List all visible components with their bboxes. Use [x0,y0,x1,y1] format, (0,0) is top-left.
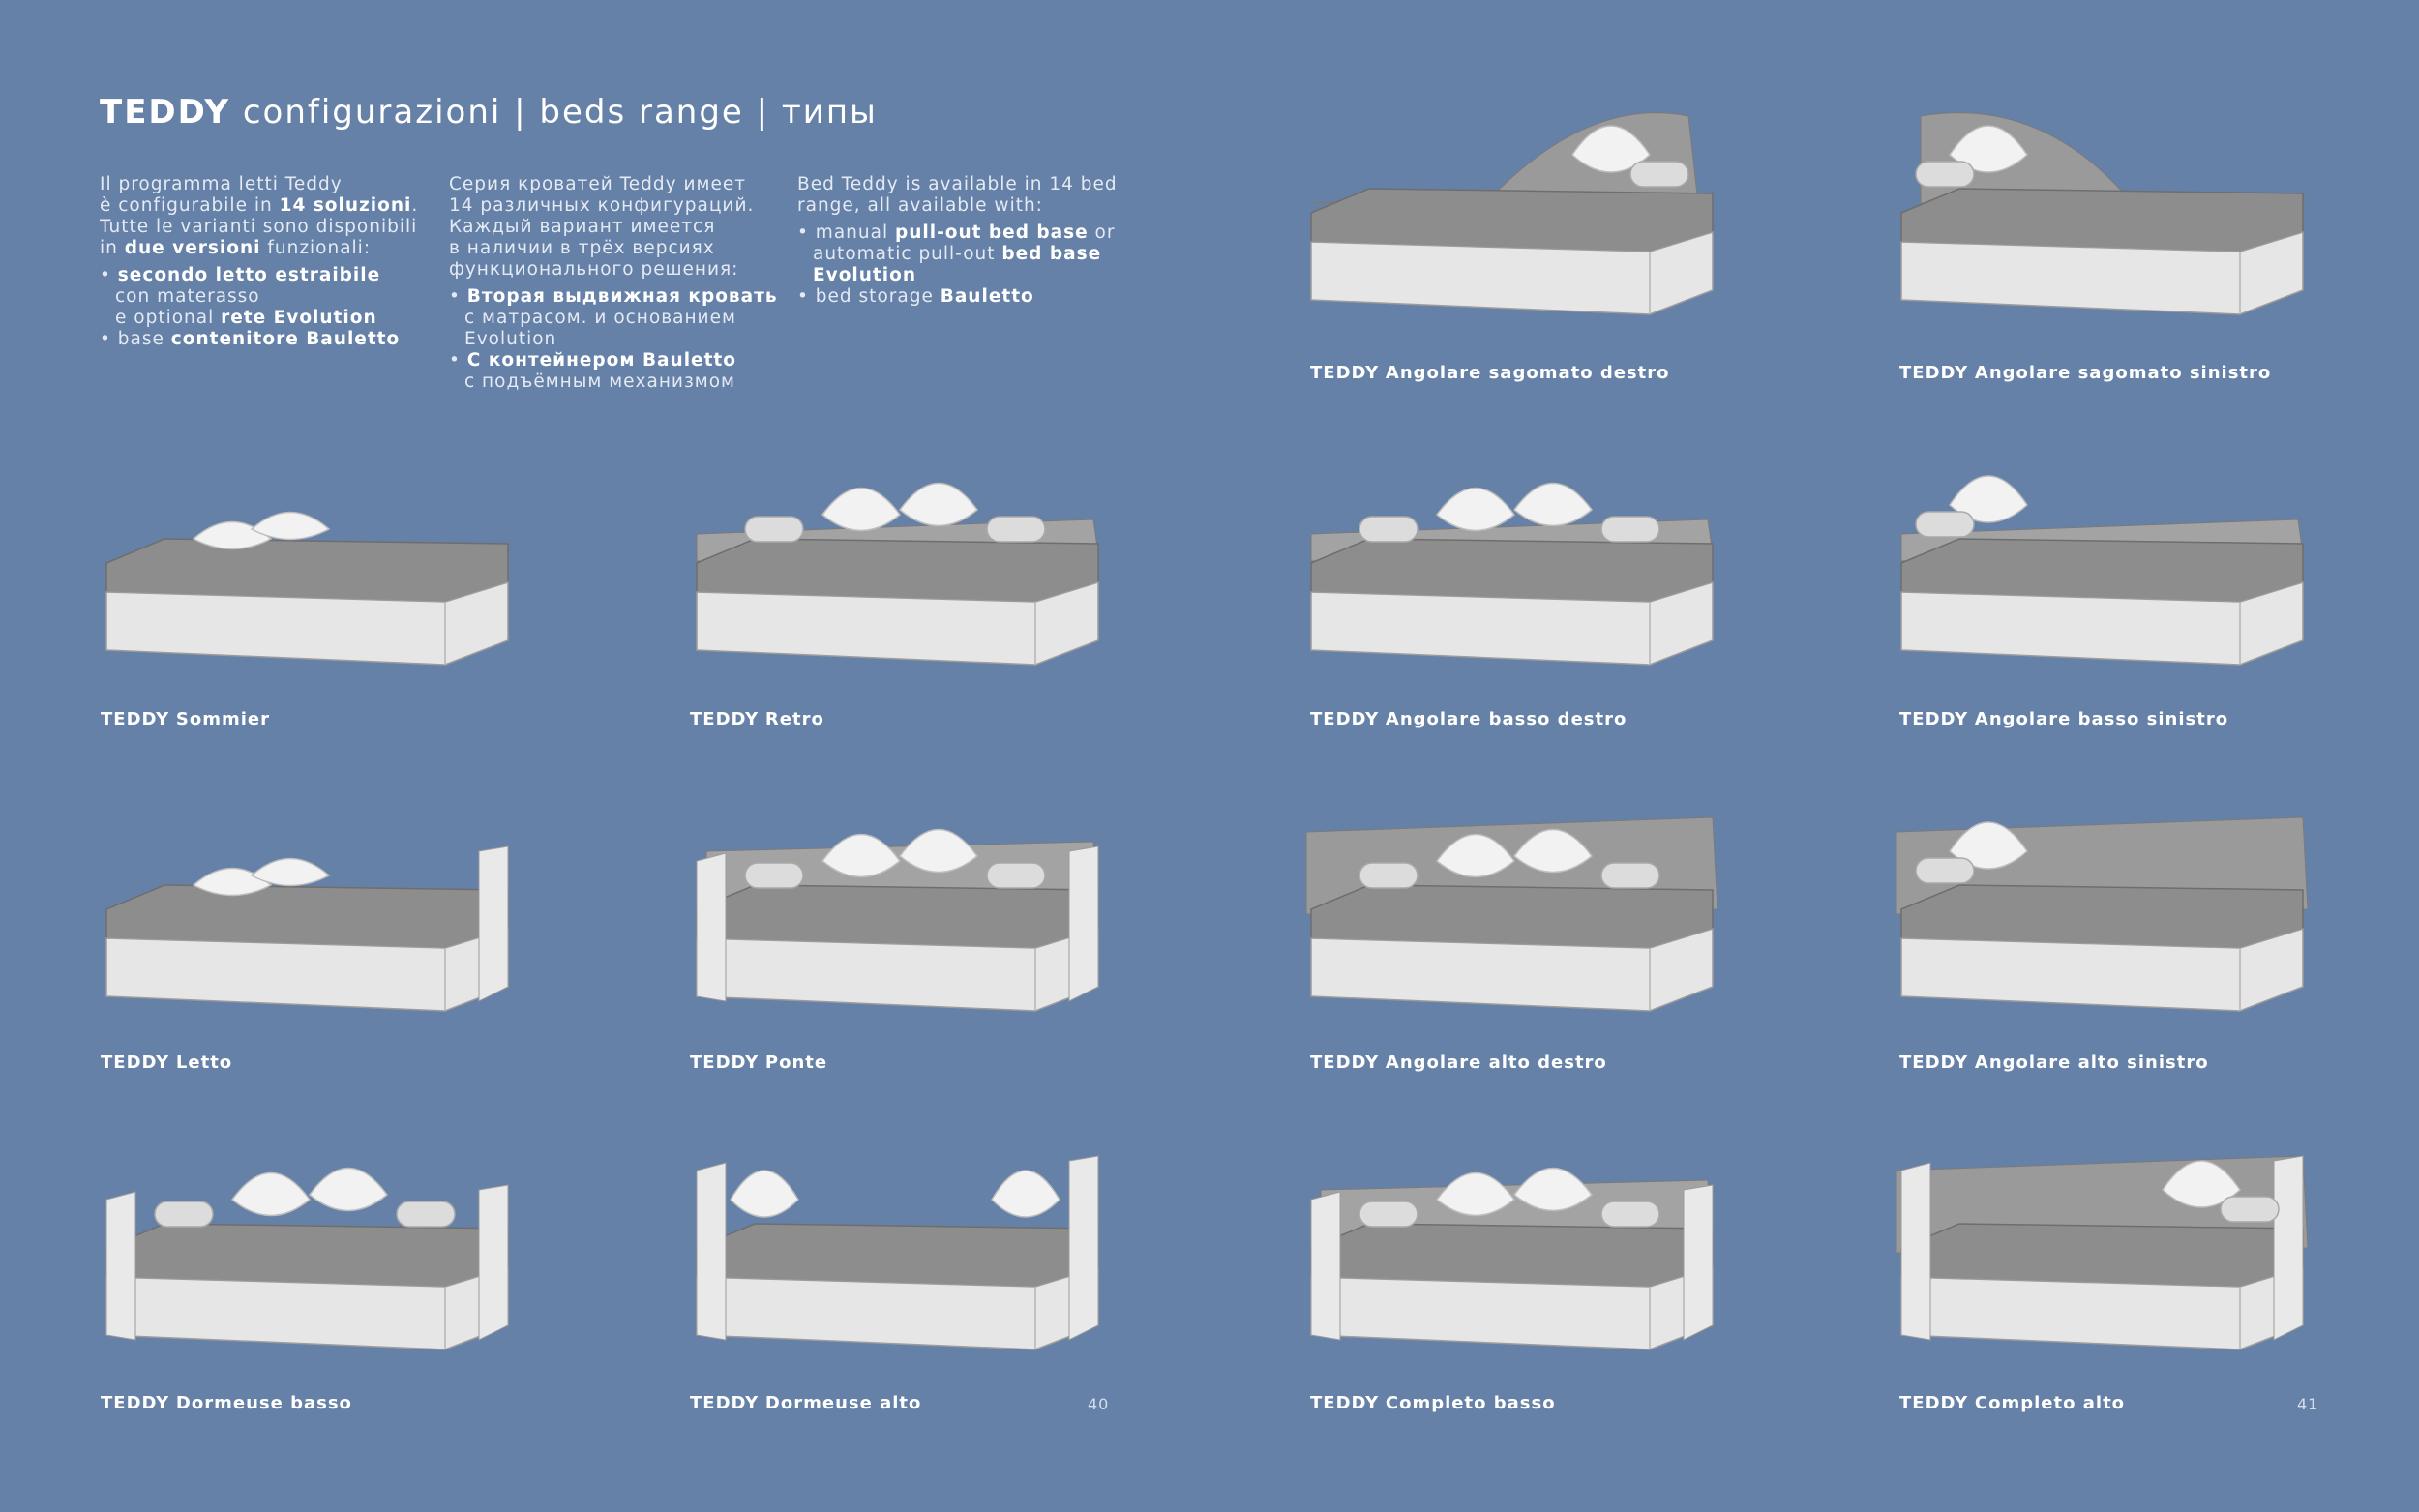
caption-name: Letto [175,1052,233,1073]
caption-completo-basso [1310,1393,1556,1413]
bolster-shape [1916,858,1974,883]
intro-en-line: range, all available with: [797,195,1043,216]
intro-it-line: è configurabile in [100,195,280,216]
caption-prefix: TEDDY [1310,363,1380,383]
bolster-shape [2221,1197,2279,1222]
bolster-shape [1601,863,1659,888]
bolster-shape [155,1201,213,1227]
caption-name: Dormeuse basso [175,1393,352,1413]
caption-prefix: TEDDY [690,709,760,729]
caption-name: Angolare sagomato destro [1385,363,1670,383]
intro-it-line: . [411,195,419,216]
list-item [797,286,1126,308]
intro-ru-line: функционального решения: [449,259,739,280]
caption-angolare-alto-destro [1310,1052,1607,1073]
caption-prefix: TEDDY [101,709,170,729]
page-number-right: 41 [2297,1395,2319,1413]
intro-italian [100,174,429,350]
list-item [797,222,1126,286]
intro-it-list [100,265,429,350]
caption-angolare-alto-sinistro [1899,1052,2209,1073]
intro-it-text: base [117,329,171,349]
intro-russian [449,174,778,393]
page-number-left: 40 [1088,1395,1110,1413]
list-item [100,265,429,329]
intro-ru-line: с матрасом. и основанием [464,308,736,328]
bolster-shape [1630,162,1688,187]
list-item [449,286,778,350]
intro-en-text [797,174,1126,217]
bed-image-angolare-alto-destro [1301,793,1727,1025]
caption-name: Angolare sagomato sinistro [1974,363,2272,383]
caption-sommier [101,709,270,729]
intro-ru-list [449,286,778,393]
list-item [449,350,778,393]
bed-image-sommier [97,447,523,679]
intro-ru-line: Серия кроватей Teddy имеет [449,174,746,194]
caption-completo-alto [1899,1393,2125,1413]
caption-dormeuse-basso [101,1393,352,1413]
bolster-shape [1359,863,1418,888]
caption-prefix: TEDDY [1899,363,1969,383]
bed-image-angolare-basso-sinistro [1892,447,2317,679]
intro-it-line [115,308,429,329]
intro-en-bold: Bauletto [940,286,1034,307]
bolster-shape [1359,517,1418,542]
bed-image-angolare-sagomato-destro [1301,97,1727,329]
intro-it-bold: contenitore Bauletto [170,329,401,349]
bolster-shape [1916,162,1974,187]
caption-ponte [690,1052,827,1073]
caption-name: Sommier [175,709,271,729]
caption-prefix: TEDDY [1899,709,1969,729]
bolster-shape [397,1201,455,1227]
intro-en-line: Bed Teddy is available in 14 bed [797,174,1118,194]
intro-en-list [797,222,1126,308]
pillow-shape [1437,489,1514,531]
intro-en-text: bed storage [815,286,941,307]
caption-prefix: TEDDY [1899,1052,1969,1073]
caption-angolare-basso-destro [1310,709,1627,729]
intro-en-bold: pull-out bed base [894,222,1089,243]
bolster-shape [987,863,1045,888]
pillow-shape [1514,484,1592,526]
caption-angolare-basso-sinistro [1899,709,2228,729]
caption-name: Dormeuse alto [764,1393,922,1413]
intro-ru-line: Evolution [464,329,557,349]
bolster-shape [745,517,803,542]
intro-it-bold: rete Evolution [221,308,377,328]
intro-it-bold: 14 soluzioni [279,195,412,216]
bolster-shape [1916,512,1974,537]
intro-it-text [100,174,429,259]
caption-name: Ponte [764,1052,828,1073]
list-item [100,329,429,350]
pillow-shape [232,1173,310,1216]
intro-en-text: or [1088,222,1116,243]
intro-ru-line: с подъёмным механизмом [464,371,736,392]
intro-it-line: Tutte le varianti sono disponibili [100,217,418,237]
caption-angolare-sagomato-destro [1310,363,1670,383]
intro-en-bold: Evolution [813,265,916,285]
bed-image-retro [687,447,1113,679]
bolster-shape [1601,1201,1659,1227]
caption-prefix: TEDDY [1310,1052,1380,1073]
intro-en-line [813,244,1126,265]
pillow-shape [731,1171,798,1217]
bolster-shape [1601,517,1659,542]
pillow-shape [900,484,977,526]
intro-it-line: in [100,238,125,258]
caption-retro [690,709,824,729]
intro-it-line: con materasso [115,286,260,307]
caption-angolare-sagomato-sinistro [1899,363,2271,383]
caption-prefix: TEDDY [690,1052,760,1073]
title-bold: TEDDY [100,93,231,132]
caption-prefix: TEDDY [1310,709,1380,729]
pillow-shape [310,1169,387,1211]
intro-it-line: funzionali: [260,238,372,258]
bed-image-completo-alto [1892,1132,2317,1364]
caption-name: Completo basso [1385,1393,1556,1413]
bed-image-letto [97,793,523,1025]
caption-name: Angolare alto destro [1385,1052,1607,1073]
bolster-shape [1359,1201,1418,1227]
caption-name: Completo alto [1974,1393,2126,1413]
intro-it-bold: secondo letto estraibile [117,265,381,285]
intro-ru-bold: С контейнером Bauletto [466,350,736,371]
intro-ru-text [449,174,778,281]
bed-image-angolare-basso-destro [1301,447,1727,679]
caption-name: Angolare alto sinistro [1974,1052,2209,1073]
intro-en-text: manual [815,222,895,243]
bed-image-angolare-sagomato-sinistro [1892,97,2317,329]
intro-it-line: Il programma letti Teddy [100,174,343,194]
caption-letto [101,1052,232,1073]
caption-prefix: TEDDY [1899,1393,1969,1413]
bed-image-ponte [687,793,1113,1025]
intro-ru-line: 14 различных конфигураций. [449,195,755,216]
intro-it-text: e optional [115,308,222,328]
intro-ru-line: в наличии в трёх версиях [449,238,715,258]
intro-en-text: automatic pull-out [813,244,1002,264]
bed-image-dormeuse-alto [687,1132,1113,1364]
intro-ru-line: Каждый вариант имеется [449,217,716,237]
caption-prefix: TEDDY [690,1393,760,1413]
bed-image-completo-basso [1301,1132,1727,1364]
title-rest: configurazioni | beds range | типы [230,93,878,132]
caption-name: Angolare basso sinistro [1974,709,2229,729]
bolster-shape [745,863,803,888]
pillow-shape [822,489,900,531]
caption-name: Retro [764,709,824,729]
intro-english [797,174,1126,308]
bed-image-dormeuse-basso [97,1132,523,1364]
bed-image-angolare-alto-sinistro [1892,793,2317,1025]
intro-ru-bold: Вторая выдвижная кровать [466,286,778,307]
caption-dormeuse-alto [690,1393,921,1413]
page-title [100,93,878,132]
caption-name: Angolare basso destro [1385,709,1628,729]
caption-prefix: TEDDY [101,1393,170,1413]
caption-prefix: TEDDY [1310,1393,1380,1413]
pillow-shape [992,1171,1060,1217]
caption-prefix: TEDDY [101,1052,170,1073]
intro-en-bold: bed base [1001,244,1102,264]
bolster-shape [987,517,1045,542]
intro-it-bold: due versioni [124,238,261,258]
